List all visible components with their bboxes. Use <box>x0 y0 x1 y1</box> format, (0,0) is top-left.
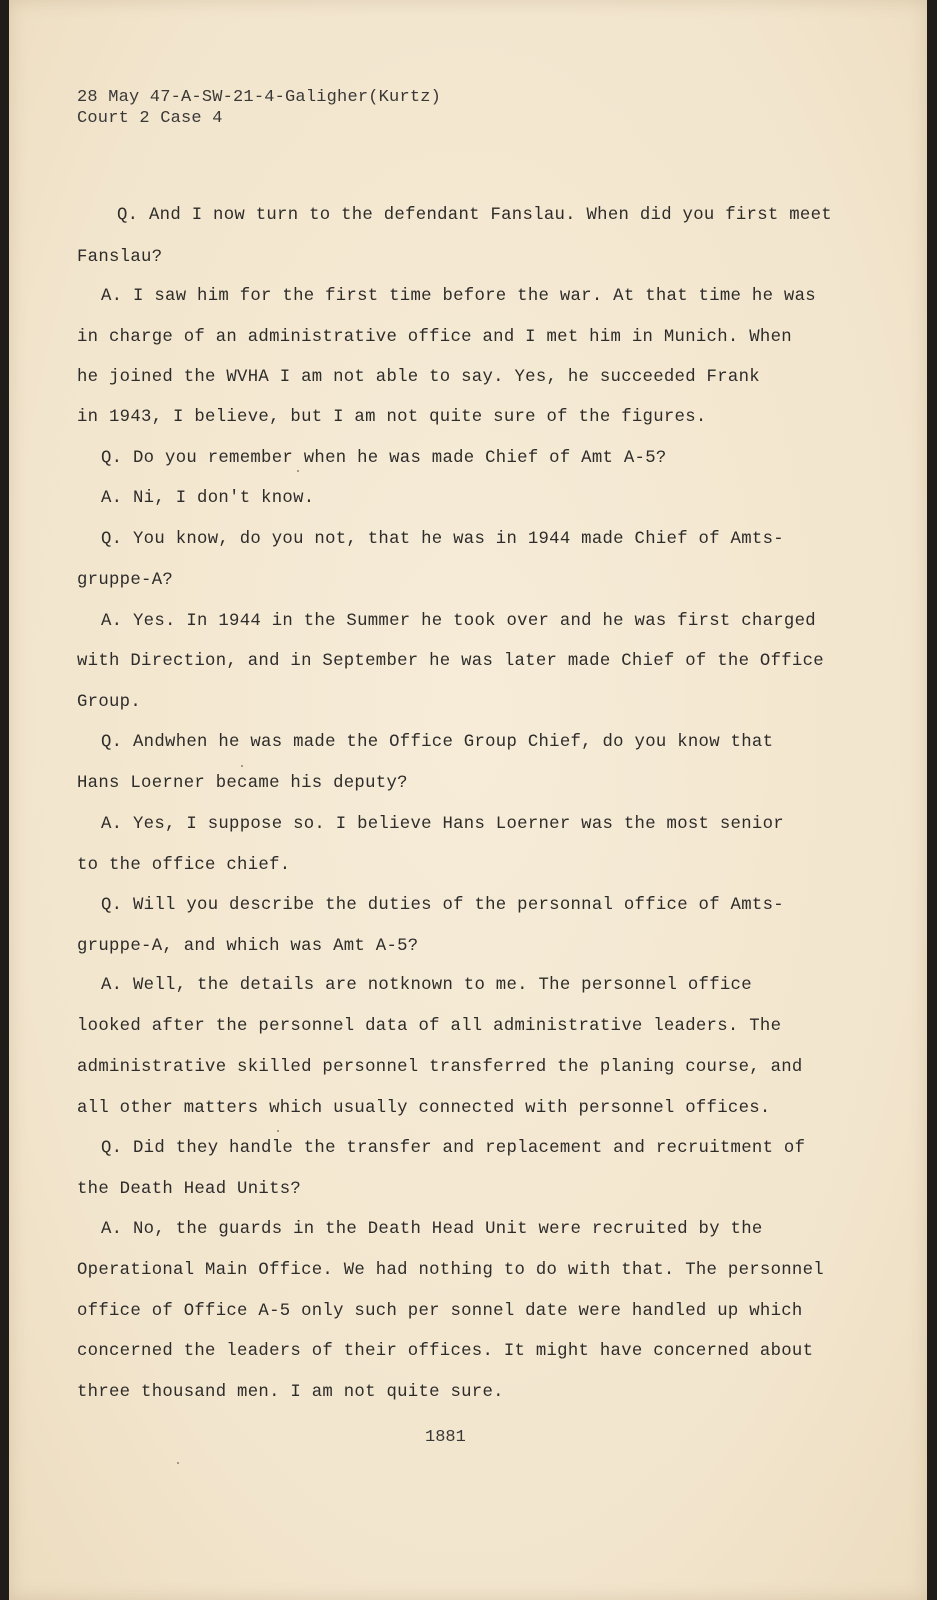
transcript-line: Q. Do you remember when he was made Chief of Amt A-5? <box>101 449 667 468</box>
transcript-line: Q. You know, do you not, that he was in 1944 made Chief of Amts- <box>101 530 784 549</box>
transcript-line: administrative skilled personnel transferred the planing course, and <box>77 1058 803 1077</box>
transcript-line: three thousand men. I am not quite sure. <box>77 1383 504 1402</box>
transcript-line: gruppe-A, and which was Amt A-5? <box>77 937 419 956</box>
transcript-line: A. I saw him for the first time before the war. At that time he was <box>101 287 816 306</box>
transcript-line: Hans Loerner became his deputy? <box>77 774 408 793</box>
court-case-label: Court 2 Case 4 <box>77 109 223 128</box>
transcript-line: Q. Andwhen he was made the Office Group Chief, do you know that <box>101 733 774 752</box>
document-page <box>9 0 927 1600</box>
transcript-line: all other matters which usually connected with personnel offices. <box>77 1099 771 1118</box>
paper-speck <box>177 1462 179 1464</box>
paper-speck <box>297 470 299 472</box>
transcript-line: Q. Did they handle the transfer and replacement and recruitment of <box>101 1139 806 1158</box>
transcript-line: A. Yes. In 1944 in the Summer he took over and he was first charged <box>101 612 816 631</box>
paper-speck <box>241 765 243 767</box>
transcript-line: gruppe-A? <box>77 571 174 590</box>
transcript-line: he joined the WVHA I am not able to say. Yes, he succeeded Frank <box>77 368 760 387</box>
transcript-line: office of Office A-5 only such per sonnel date were handled up which <box>77 1302 803 1321</box>
scan-border-left <box>0 0 9 1600</box>
transcript-line: looked after the personnel data of all administrative leaders. The <box>77 1017 782 1036</box>
transcript-line: Operational Main Office. We had nothing to do with that. The personnel <box>77 1261 824 1280</box>
transcript-line: with Direction, and in September he was later made Chief of the Office <box>77 652 824 671</box>
transcript-line: in 1943, I believe, but I am not quite sure of the figures. <box>77 408 707 427</box>
transcript-line: Q. Will you describe the duties of the personnal office of Amts- <box>101 896 784 915</box>
transcript-line: to the office chief. <box>77 856 291 875</box>
transcript-line: A. Yes, I suppose so. I believe Hans Loerner was the most senior <box>101 815 784 834</box>
transcript-line: A. Ni, I don't know. <box>101 489 315 508</box>
transcript-line: the Death Head Units? <box>77 1180 302 1199</box>
transcript-line: A. No, the guards in the Death Head Unit were recruited by the <box>101 1220 763 1239</box>
transcript-line: Fanslau? <box>77 248 163 267</box>
transcript-line: Q. And I now turn to the defendant Fanslau. When did you first meet <box>117 206 832 225</box>
transcript-line: Group. <box>77 693 142 712</box>
paper-speck <box>277 1130 279 1132</box>
case-reference: 28 May 47-A-SW-21-4-Galigher(Kurtz) <box>77 88 442 107</box>
transcript-line: concerned the leaders of their offices. It might have concerned about <box>77 1342 814 1361</box>
page-number: 1881 <box>425 1428 466 1447</box>
transcript-line: A. Well, the details are notknown to me. The personnel office <box>101 976 752 995</box>
scan-border-right <box>927 0 937 1600</box>
transcript-line: in charge of an administrative office and I met him in Munich. When <box>77 328 792 347</box>
